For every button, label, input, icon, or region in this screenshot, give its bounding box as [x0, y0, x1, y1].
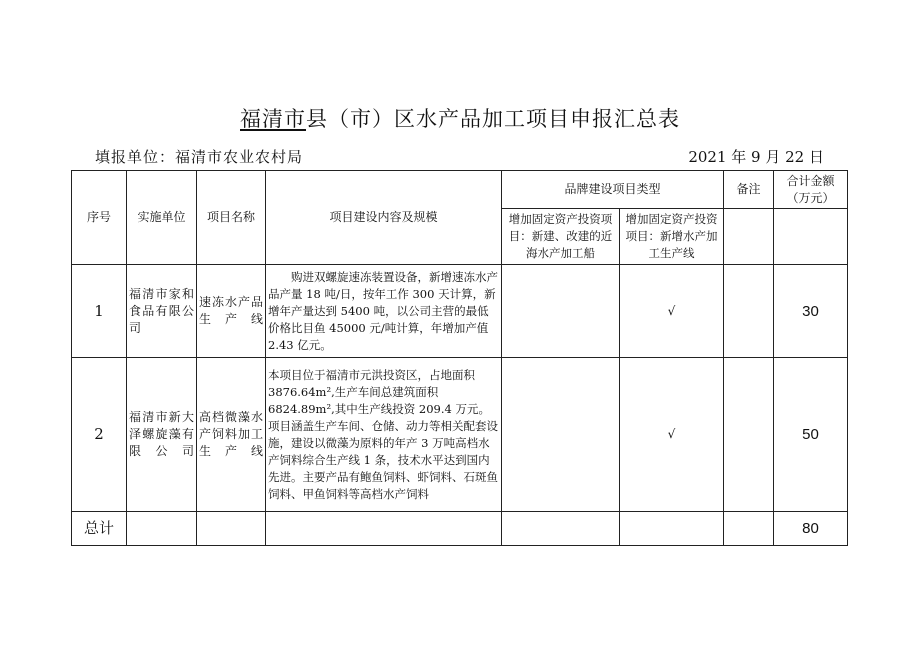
header-remark-blank	[724, 209, 774, 265]
total-amount: 80	[774, 511, 848, 545]
total-blank	[266, 511, 502, 545]
row-remark	[724, 265, 774, 358]
row-unit: 福清市家和食品有限公司	[127, 265, 197, 358]
row-seq: 1	[72, 265, 127, 358]
row-type-a	[502, 265, 620, 358]
header-unit: 实施单位	[127, 171, 197, 265]
row-type-a	[502, 358, 620, 511]
header-remark: 备注	[724, 171, 774, 209]
filler-unit: 填报单位：福清市农业农村局	[95, 148, 304, 166]
row-amount: 50	[774, 358, 848, 511]
total-blank	[127, 511, 197, 545]
total-blank	[724, 511, 774, 545]
header-total-amount: 合计金额（万元）	[774, 171, 848, 209]
page-title	[0, 103, 920, 133]
row-seq: 2	[72, 358, 127, 511]
row-amount: 30	[774, 265, 848, 358]
total-row	[72, 511, 848, 545]
total-blank	[620, 511, 724, 545]
row-project: 高档微藻水产饲料加工生产线	[197, 358, 266, 511]
header-brand-type: 品牌建设项目类型	[502, 171, 724, 209]
header-content: 项目建设内容及规模	[266, 171, 502, 265]
row-content: 购进双螺旋速冻装置设备，新增速冻水产品产量 18 吨/日，按年工作 300 天计算，新增年产量达到 5400 吨，以公司主营的最低价格比目鱼 45000 元/吨计算，年增加产值 2.43 亿元。	[266, 265, 502, 358]
table-row	[72, 358, 848, 511]
report-date: 2021 年 9 月 22 日	[688, 148, 824, 166]
table-row	[72, 265, 848, 358]
total-blank	[502, 511, 620, 545]
row-project: 速冻水产品生产线	[197, 265, 266, 358]
header-project: 项目名称	[197, 171, 266, 265]
title-rest: 县（市）区水产品加工项目申报汇总表	[306, 107, 680, 131]
title-underlined: 福清市	[240, 107, 306, 131]
row-content: 本项目位于福清市元洪投资区，占地面积 3876.64m²,生产车间总建筑面积 6824.89m²,其中生产线投资 209.4 万元。项目涵盖生产车间、仓储、动力等相关配套设施，建设以微藻为原料的年产 3 万吨高档水产饲料综合生产线 1 条，技术水平达到国内先进。主要产品有鲍鱼饲料、虾饲料、石斑鱼饲料、甲鱼饲料等高档水产饲料	[266, 358, 502, 511]
row-remark	[724, 358, 774, 511]
summary-table	[71, 170, 848, 546]
header-row-1	[72, 171, 848, 209]
row-type-b: √	[620, 358, 724, 511]
header-seq: 序号	[72, 171, 127, 265]
header-type-b: 增加固定资产投资项目：新增水产加工生产线	[620, 209, 724, 265]
total-label: 总计	[72, 511, 127, 545]
total-blank	[197, 511, 266, 545]
row-unit: 福清市新大泽螺旋藻有限公司	[127, 358, 197, 511]
header-amount-blank	[774, 209, 848, 265]
header-type-a: 增加固定资产投资项目：新建、改建的近海水产加工船	[502, 209, 620, 265]
row-type-b: √	[620, 265, 724, 358]
